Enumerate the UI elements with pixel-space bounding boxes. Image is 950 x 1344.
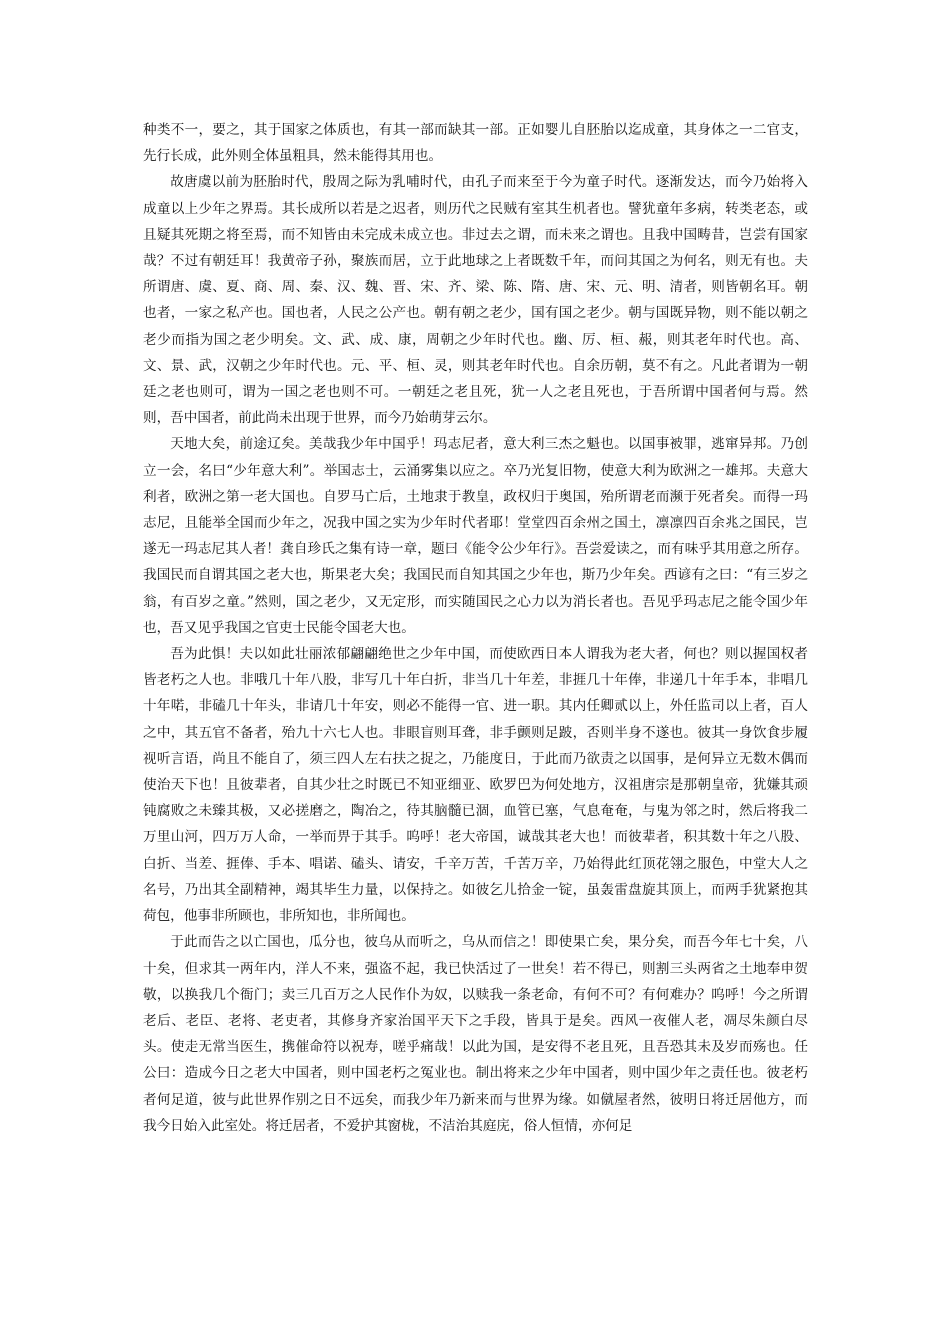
- paragraph-1: 种类不一，要之，其于国家之体质也，有其一部而缺其一部。正如婴儿自胚胎以迄成童，其身体之一二官支，先行长成，此外则全体虽粗具，然未能得其用也。: [143, 122, 808, 165]
- paragraph-3: 天地大矣，前途辽矣。美哉我少年中国乎！玛志尼者，意大利三杰之魁也。以国事被罪，逃窜异邦。乃创立一会，名曰“少年意大利”。举国志士，云涌雾集以应之。卒乃光复旧物，使意大利为欧洲之一雄邦。夫意大利者，欧洲之第一老大国也。自罗马亡后，土地隶于教皇，政权归于奥国，殆所谓老而濒于死者矣。而得一玛志尼，且能举全国而少年之，况我中国之实为少年时代者耶！堂堂四百余州之国土，凛凛四百余兆之国民，岂遂无一玛志尼其人者！龚自珍氏之集有诗一章，题曰《能令公少年行》。吾尝爱读之，而有味乎其用意之所存。我国民而自谓其国之老大也，斯果老大矣；我国民而自知其国之少年也，斯乃少年矣。西谚有之曰：“有三岁之翁，有百岁之童。”然则，国之老少，又无定形，而实随国民之心力以为消长者也。吾见乎玛志尼之能令国少年也，吾又见乎我国之官吏士民能令国老大也。: [143, 436, 808, 636]
- paragraph-4: 吾为此惧！夫以如此壮丽浓郁翩翩绝世之少年中国，而使欧西日本人谓我为老大者，何也？则以握国权者皆老朽之人也。非哦几十年八股，非写几十年白折，非当几十年差，非捱几十年俸，非递几十年手本，非唱几十年喏，非磕几十年头，非请几十年安，则必不能得一官、进一职。其内任卿贰以上，外任监司以上者，百人之中，其五官不备者，殆九十六七人也。非眼盲则耳聋，非手颤则足跛，否则半身不遂也。彼其一身饮食步履视听言语，尚且不能自了，须三四人左右扶之捉之，乃能度日，于此而乃欲责之以国事，是何异立无数木偶而使治天下也！且彼辈者，自其少壮之时既已不知亚细亚、欧罗巴为何处地方，汉祖唐宗是那朝皇帝，犹嫌其顽钝腐败之未臻其极，又必搓磨之，陶冶之，待其脑髓已涸，血管已塞，气息奄奄，与鬼为邻之时，然后将我二万里山河，四万万人命，一举而畀于其手。呜呼！老大帝国，诚哉其老大也！而彼辈者，积其数十年之八股、白折、当差、捱俸、手本、唱诺、磕头、请安，千辛万苦，千苦万辛，乃始得此红顶花翎之服色，中堂大人之名号，乃出其全副精神，竭其毕生力量，以保持之。如彼乞儿拾金一锭，虽轰雷盘旋其顶上，而两手犹紧抱其荷包，他事非所顾也，非所知也，非所闻也。: [143, 646, 808, 925]
- paragraph-2: 故唐虞以前为胚胎时代，殷周之际为乳哺时代，由孔子而来至于今为童子时代。逐渐发达，而今乃始将入成童以上少年之界焉。其长成所以若是之迟者，则历代之民贼有室其生机者也。譬犹童年多病，转类老态，或且疑其死期之将至焉，而不知皆由未完成未成立也。非过去之谓，而未来之谓也。且我中国畴昔，岂尝有国家哉？不过有朝廷耳！我黄帝子孙，聚族而居，立于此地球之上者既数千年，而问其国之为何名，则无有也。夫所谓唐、虞、夏、商、周、秦、汉、魏、晋、宋、齐、梁、陈、隋、唐、宋、元、明、清者，则皆朝名耳。朝也者，一家之私产也。国也者，人民之公产也。朝有朝之老少，国有国之老少。朝与国既异物，则不能以朝之老少而指为国之老少明矣。文、武、成、康，周朝之少年时代也。幽、厉、桓、赧，则其老年时代也。高、文、景、武，汉朝之少年时代也。元、平、桓、灵，则其老年时代也。自余历朝，莫不有之。凡此者谓为一朝廷之老也则可，谓为一国之老也则不可。一朝廷之老且死，犹一人之老且死也，于吾所谓中国者何与焉。然则，吾中国者，前此尚未出现于世界，而今乃始萌芽云尔。: [143, 174, 808, 427]
- document-page: [143, 117, 808, 1139]
- paragraph-5: 于此而告之以亡国也，瓜分也，彼乌从而听之，乌从而信之！即使果亡矣，果分矣，而吾今年七十矣，八十矣，但求其一两年内，洋人不来，强盗不起，我已快活过了一世矣！若不得已，则割三头两省之土地奉申贺敬，以换我几个衙门；卖三几百万之人民作仆为奴，以赎我一条老命，有何不可？有何难办？呜呼！今之所谓老后、老臣、老将、老吏者，其修身齐家治国平天下之手段，皆具于是矣。西风一夜催人老，凋尽朱颜白尽头。使走无常当医生，携催命符以祝寿，嗟乎痛哉！以此为国，是安得不老且死，且吾恐其未及岁而殇也。任公曰：造成今日之老大中国者，则中国老朽之冤业也。制出将来之少年中国者，则中国少年之责任也。彼老朽者何足道，彼与此世界作别之日不远矣，而我少年乃新来而与世界为缘。如僦屋者然，彼明日将迁居他方，而我今日始入此室处。将迁居者，不爱护其窗栊，不洁治其庭庑，俗人恒情，亦何足: [143, 934, 808, 1134]
